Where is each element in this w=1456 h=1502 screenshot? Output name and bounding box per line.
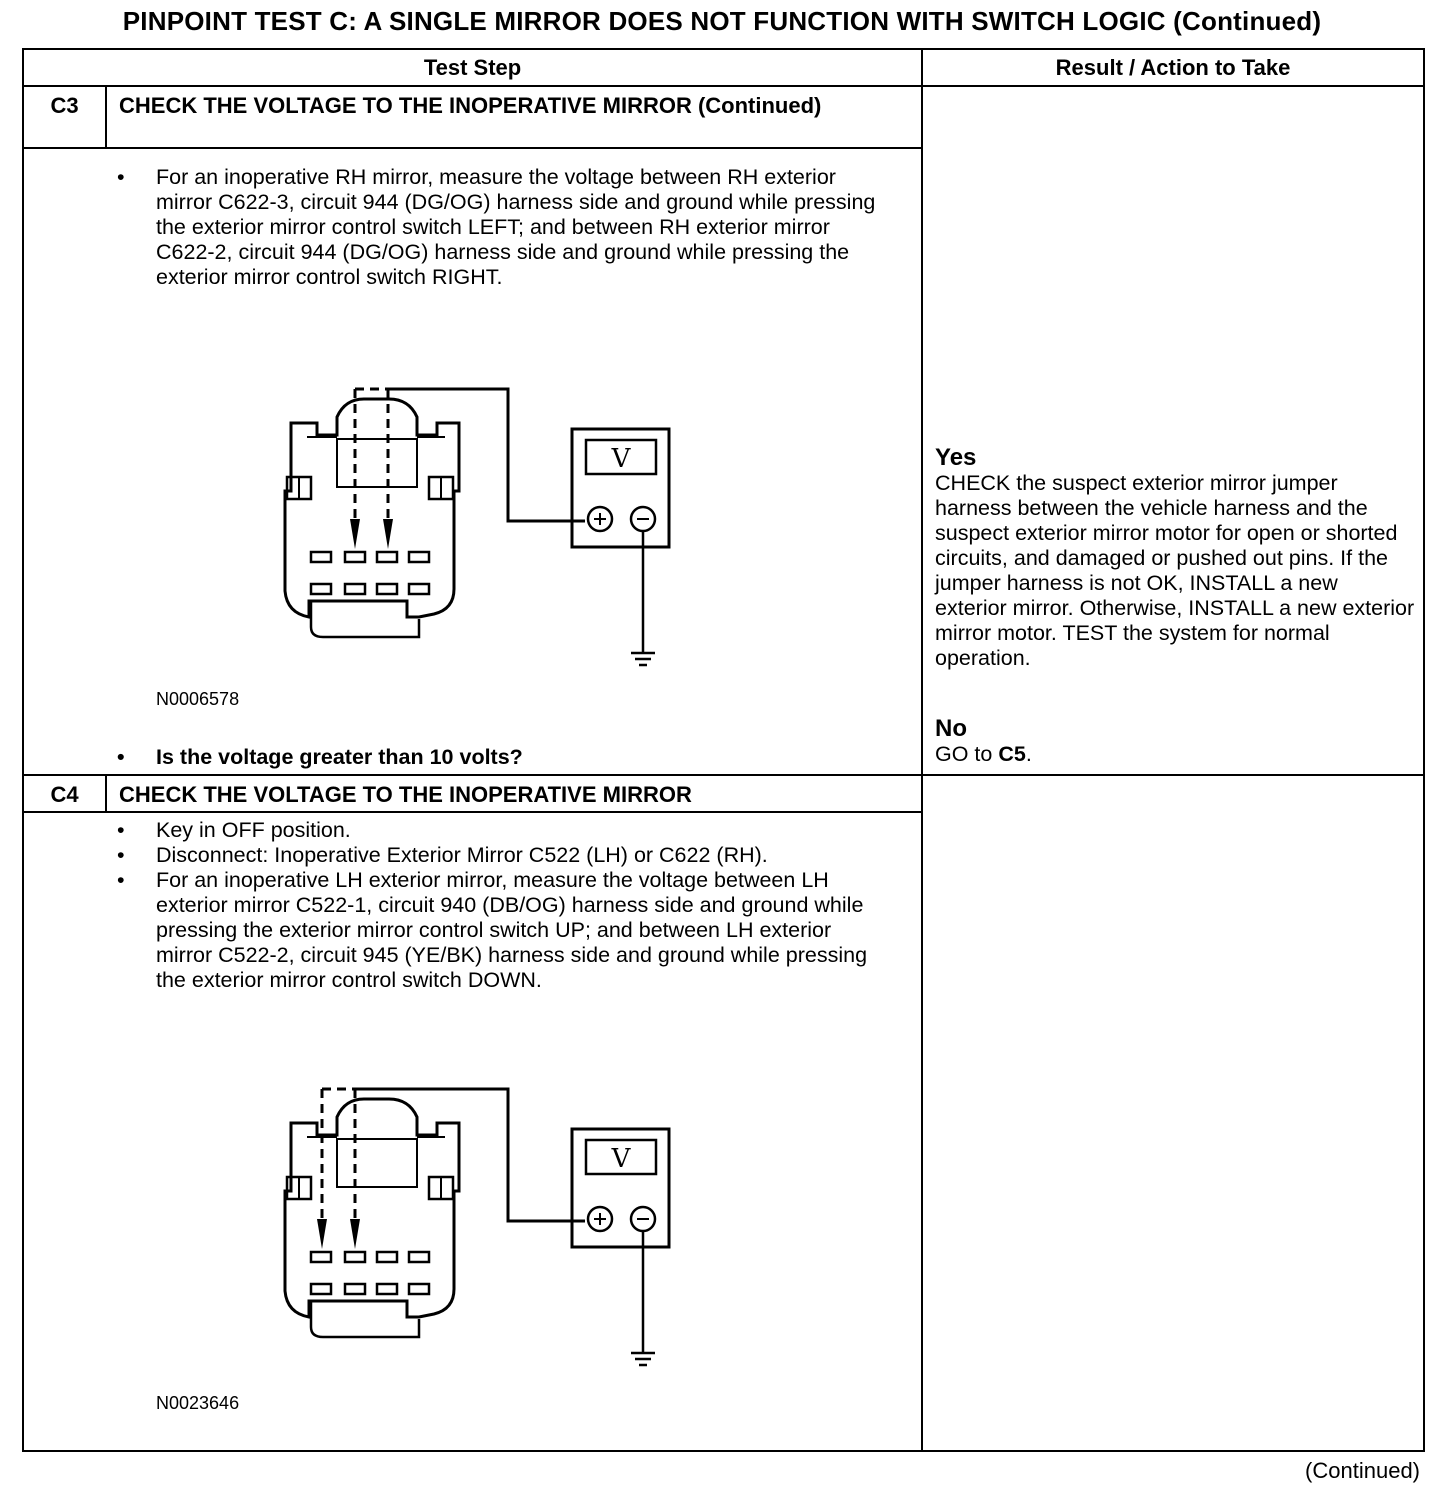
yes-action: CHECK the suspect exterior mirror jumper harness between the vehicle harness and the suspect exterior mirror motor for open or shorted circuits, and damaged or pushed out pins. If the jumper harness is not OK, INSTALL a new exterior mirror. Otherwise, INSTALL a new exterior mirror motor. TEST the system for normal operation.: [935, 471, 1415, 670]
continued-note: (Continued): [1305, 1458, 1420, 1483]
test-step-header: Test Step: [23, 49, 922, 86]
step-c4-bullets: [24, 818, 921, 993]
bullet-item: • Disconnect: Inoperative Exterior Mirror C522 (LH) or C622 (RH).: [24, 843, 921, 868]
bullet-item: • For an inoperative RH mirror, measure the voltage between RH exterior mirror C622-3, circuit 944 (DG/OG) harness side and ground while pressing the exterior mirror control switch LEFT; and between RH exterior mirror C622-2, circuit 944 (DG/OG) harness side and ground while pressing the exterior mirror control switch RIGHT.: [24, 165, 921, 290]
question-item: • Is the voltage greater than 10 volts?: [24, 745, 921, 770]
pinpoint-test-table: [22, 48, 1425, 1452]
connector-voltmeter-diagram: [249, 369, 689, 689]
figure-id: N0006578: [156, 689, 240, 709]
no-label: No: [935, 715, 968, 742]
no-action: GO to C5.: [935, 742, 1032, 766]
step-c3-question: [24, 745, 921, 770]
goto-step-link[interactable]: C5: [998, 742, 1026, 766]
step-title: CHECK THE VOLTAGE TO THE INOPERATIVE MIRROR (Continued): [106, 86, 922, 148]
step-number: C3: [23, 86, 106, 148]
step-c3-result-cell: [922, 86, 1424, 775]
result-header: Result / Action to Take: [922, 49, 1424, 86]
ground-icon: [631, 531, 655, 665]
voltmeter-symbol: V: [611, 444, 631, 474]
yes-label: Yes: [935, 444, 977, 471]
figure-id: N0023646: [156, 1393, 240, 1414]
step-c4-body: [23, 812, 922, 1451]
bullet-item: • Key in OFF position.: [24, 818, 921, 843]
step-c3-title-row: [23, 86, 1424, 148]
connector-voltmeter-diagram: [249, 1069, 689, 1389]
ground-icon: [631, 1231, 655, 1365]
step-c4-title-row: [23, 775, 1424, 812]
step-c3-bullets: [24, 165, 921, 290]
yes-result: [935, 444, 1415, 671]
table-header-row: [23, 49, 1424, 86]
bullet-item: • For an inoperative LH exterior mirror, measure the voltage between LH exterior mirror C522-1, circuit 940 (DB/OG) harness side and ground while pressing the exterior mirror control switch UP; and between LH exterior mirror C522-2, circuit 945 (YE/BK) harness side and ground while pressing the exterior mirror control switch DOWN.: [24, 868, 921, 993]
step-number: C4: [23, 775, 106, 812]
page-title: PINPOINT TEST C: A SINGLE MIRROR DOES NOT FUNCTION WITH SWITCH LOGIC (Continued): [122, 6, 1322, 36]
step-c3-body: [23, 148, 922, 775]
meter-lead: [355, 1089, 585, 1221]
no-result: [935, 715, 1415, 767]
step-title: CHECK THE VOLTAGE TO THE INOPERATIVE MIRROR: [106, 775, 922, 812]
voltmeter-symbol: V: [611, 1144, 631, 1175]
step-c4-result-cell: [922, 775, 1424, 1451]
